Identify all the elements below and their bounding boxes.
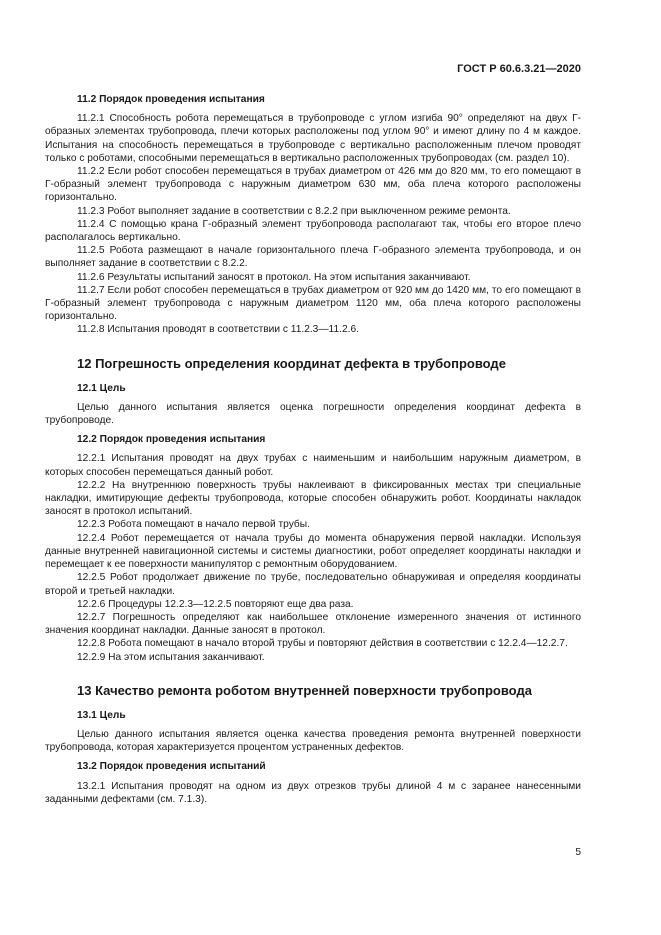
- paragraph: 12.2.2 На внутреннюю поверхность трубы наклеивают в фиксированных местах три специальные накладки, имитирующие дефекты трубопровода, которые способен обнаружить робот. Координаты накладок заносят в протокол испытаний.: [45, 479, 581, 518]
- paragraph: 12.2.1 Испытания проводят на двух трубах с наименьшим и наибольшим наружным диаметром, в которых способен перемещаться данный робот.: [45, 453, 581, 478]
- paragraph: 12.2.6 Процедуры 12.2.3—12.2.5 повторяют еще два раза.: [77, 598, 354, 610]
- paragraph: 12.2.5 Робот продолжает движение по трубе, последовательно обнаруживая и определяя координаты второй и третьей накладки.: [45, 572, 581, 597]
- paragraph: 12.2.9 На этом испытания заканчивают.: [77, 651, 265, 663]
- paragraph: 11.2.6 Результаты испытаний заносят в протокол. На этом испытания заканчивают.: [77, 271, 471, 283]
- paragraph: 12.2.7 Погрешность определяют как наибольшее отклонение измеренного значения от истинного значения координат накладки. Данные заносят в протокол.: [45, 611, 581, 637]
- paragraph: 12.2.4 Робот перемещается от начала трубы до момента обнаружения первой накладки. Используя данные внутренней навигационной системы и системы диагностики, робот определяет координаты накладки и перемещает к ее поверхности манипулятор с ремонтным оборудованием.: [45, 532, 581, 571]
- document-header: ГОСТ Р 60.6.3.21—2020: [457, 63, 581, 75]
- subsection-heading: 12.1 Цель: [77, 382, 126, 394]
- document-body: [45, 93, 581, 806]
- paragraph: 11.2.8 Испытания проводят в соответствии с 11.2.3—11.2.6.: [77, 324, 359, 336]
- paragraph: 11.2.7 Если робот способен перемещаться в трубах диаметром от 920 мм до 1420 мм, то его помещают в Г-образный элемент трубопровода с наружным диаметром 1120 мм, оба плеча которого расположены горизонтально.: [45, 284, 581, 323]
- paragraph: 12.2.3 Робота помещают в начало первой трубы.: [77, 519, 310, 531]
- page-number: 5: [575, 847, 581, 858]
- paragraph: 11.2.1 Способность робота перемещаться в трубопроводе с углом изгиба 90° определяют на двух Г-образных элементах трубопровода, плечи которых расположены под углом 90° и имеют длину по 4 м каждое. Испытания на способность перемещаться в трубопроводе с вертикально расположенным плечом проводят только с роботами, способными перемещаться в вертикально расположенных трубопроводах (см. раздел 10).: [45, 113, 581, 164]
- paragraph: 12.2.8 Робота помещают в начало второй трубы и повторяют действия в соответствии с 12.2.4—12.2.7.: [77, 638, 568, 650]
- paragraph: Целью данного испытания является оценка качества проведения ремонта внутренней поверхности трубопровода, которая характеризуется процентом устраненных дефектов.: [45, 728, 581, 754]
- subsection-heading: 12.2 Порядок проведения испытания: [77, 434, 266, 446]
- section-heading: 13 Качество ремонта роботом внутренней поверхности трубопровода: [77, 682, 532, 698]
- paragraph: 13.2.1 Испытания проводят на одном из двух отрезков трубы длиной 4 м с заранее нанесенными заданными дефектами (см. 7.1.3).: [45, 780, 581, 805]
- paragraph: Целью данного испытания является оценка погрешности определения координат дефекта в трубопроводе.: [45, 401, 581, 427]
- section-heading: 12 Погрешность определения координат дефекта в трубопроводе: [77, 355, 506, 371]
- subsection-heading: 13.1 Цель: [77, 709, 126, 721]
- paragraph: 11.2.4 С помощью крана Г-образный элемент трубопровода располагают так, чтобы его второе плечо располагалось вертикально.: [45, 218, 581, 244]
- paragraph: 11.2.5 Робота размещают в начале горизонтального плеча Г-образного элемента трубопровода, и он выполняет задание в соответствии с 8.2.2.: [45, 245, 581, 270]
- subsection-heading: 11.2 Порядок проведения испытания: [77, 94, 265, 105]
- paragraph: 11.2.3 Робот выполняет задание в соответствии с 8.2.2 при выключенном режиме ремонта.: [77, 205, 511, 217]
- paragraph: 11.2.2 Если робот способен перемещаться в трубах диаметром от 426 мм до 820 мм, то его помещают в Г-образный элемент трубопровода с наружным диаметром 630 мм, оба плеча которого расположены горизонтально.: [45, 166, 581, 204]
- subsection-heading: 13.2 Порядок проведения испытаний: [77, 761, 266, 773]
